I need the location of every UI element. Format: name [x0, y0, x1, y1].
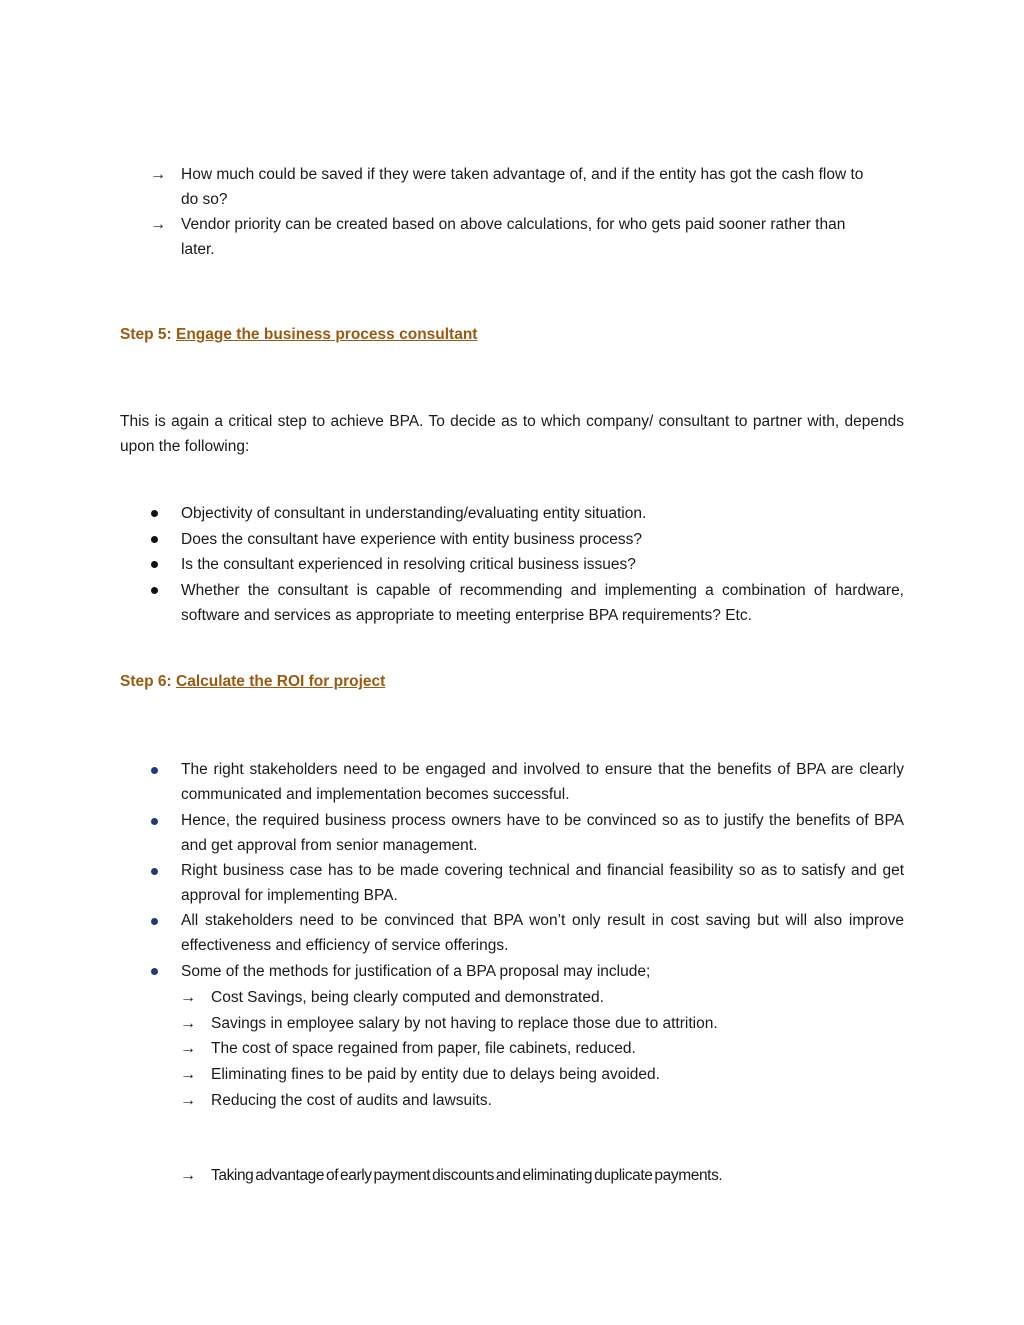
list-item: The right stakeholders need to be engaged and involved to ensure that the benefits of BPA are clearly communicated and implementation becomes successful.	[181, 761, 904, 803]
sub-arrow-item: The cost of space regained from paper, file cabinets, reduced.	[211, 1040, 636, 1057]
right-arrow-icon: →	[180, 989, 196, 1006]
bullet-dot-icon	[151, 818, 158, 825]
list-item: Right business case has to be made covering technical and financial feasibility so as to satisfy and get approval for implementing BPA.	[181, 862, 904, 904]
bullet-dot-icon	[151, 510, 158, 517]
bullet-dot-icon	[151, 767, 158, 774]
right-arrow-icon: →	[180, 1092, 196, 1109]
arrow-item: How much could be saved if they were taken advantage of, and if the entity has got the cash flow to do so?	[181, 166, 864, 208]
bullet-dot-icon	[151, 968, 158, 975]
step6-heading	[120, 669, 385, 694]
bullet-dot-icon	[151, 536, 158, 543]
list-item: Does the consultant have experience with entity business process?	[181, 531, 642, 548]
sub-arrow-item: Eliminating fines to be paid by entity due to delays being avoided.	[211, 1066, 660, 1083]
list-item: Hence, the required business process owners have to be convinced so as to justify the benefits of BPA and get approval from senior management.	[181, 812, 904, 854]
step6-title-link[interactable]: Calculate the ROI for project	[176, 673, 386, 690]
step5-intro: This is again a critical step to achieve BPA. To decide as to which company/ consultant to partner with, depends upon the following:	[120, 413, 904, 455]
sub-arrow-item: Reducing the cost of audits and lawsuits.	[211, 1092, 492, 1109]
sub-arrow-item: Cost Savings, being clearly computed and demonstrated.	[211, 989, 604, 1006]
step5-heading	[120, 322, 477, 347]
step6-prefix: Step 6:	[120, 673, 172, 690]
bullet-dot-icon	[151, 868, 158, 875]
sub-arrow-item: Taking advantage of early payment discounts and eliminating duplicate payments.	[211, 1167, 723, 1184]
right-arrow-icon: →	[150, 216, 166, 233]
right-arrow-icon: →	[150, 166, 166, 183]
right-arrow-icon: →	[180, 1167, 196, 1184]
bullet-dot-icon	[151, 561, 158, 568]
list-item: Whether the consultant is capable of recommending and implementing a combination of hardware, software and services as appropriate to meeting enterprise BPA requirements? Etc.	[181, 582, 904, 624]
right-arrow-icon: →	[180, 1066, 196, 1083]
right-arrow-icon: →	[180, 1015, 196, 1032]
list-item: Is the consultant experienced in resolving critical business issues?	[181, 556, 636, 573]
sub-arrow-item: Savings in employee salary by not having to replace those due to attrition.	[211, 1015, 718, 1032]
bullet-dot-icon	[151, 587, 158, 594]
step5-prefix: Step 5:	[120, 326, 172, 343]
right-arrow-icon: →	[180, 1040, 196, 1057]
step5-title-link[interactable]: Engage the business process consultant	[176, 326, 478, 343]
bullet-dot-icon	[151, 918, 158, 925]
list-item: Objectivity of consultant in understanding/evaluating entity situation.	[181, 505, 647, 522]
arrow-item: Vendor priority can be created based on above calculations, for who gets paid sooner rather than later.	[181, 216, 846, 258]
list-item: Some of the methods for justification of a BPA proposal may include;	[181, 963, 651, 980]
list-item: All stakeholders need to be convinced that BPA won’t only result in cost saving but will also improve effectiveness and efficiency of service offerings.	[181, 912, 904, 954]
